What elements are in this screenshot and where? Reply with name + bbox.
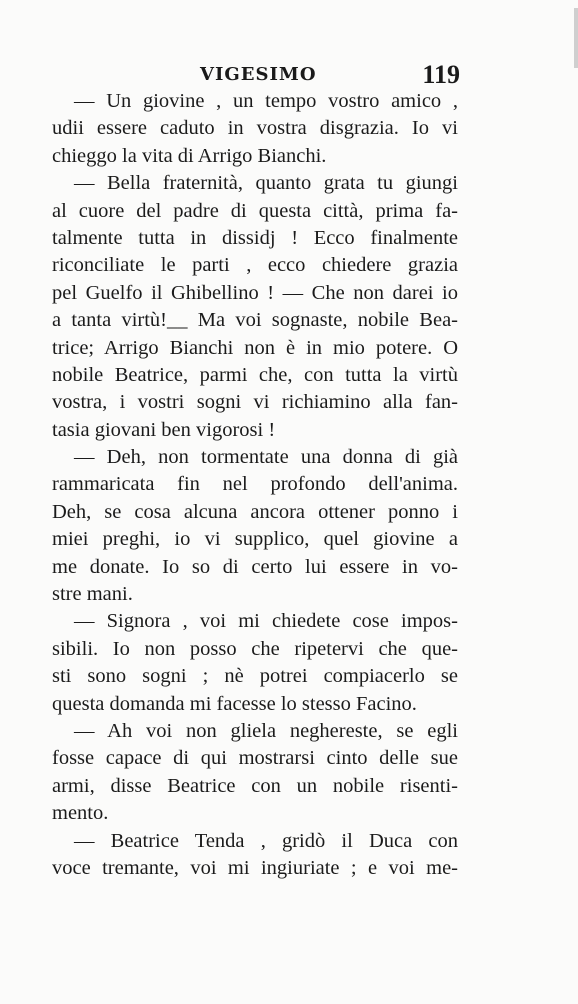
text-line: nobile Beatrice, parmi che, con tutta la virtù [52, 363, 458, 386]
text-line: al cuore del padre di questa città, prima fa- [52, 199, 458, 222]
page-edge-shadow [574, 8, 578, 68]
text-line: fosse capace di qui mostrarsi cinto delle sue [52, 747, 458, 770]
text-line: voce tremante, voi mi ingiuriate ; e voi me- [52, 856, 458, 879]
text-line: chieggo la vita di Arrigo Bianchi. [52, 144, 327, 167]
text-line: talmente tutta in dissidj ! Ecco finalmente [52, 226, 458, 249]
text-line: armi, disse Beatrice con un nobile risenti- [52, 774, 458, 797]
text-line: — Signora , voi mi chiedete cose impos- [74, 610, 458, 633]
text-line: vostra, i vostri sogni vi richiamino alla fan- [52, 391, 458, 414]
text-line: mento. [52, 802, 109, 825]
text-line: — Beatrice Tenda , gridò il Duca con [74, 829, 458, 852]
text-line: trice; Arrigo Bianchi non è in mio potere. O [52, 336, 458, 359]
text-line: — Un giovine , un tempo vostro amico , [74, 90, 458, 112]
text-line: sti sono sogni ; nè potrei compiacerlo se [52, 665, 458, 688]
text-line: a tanta virtù!__ Ma voi sognaste, nobile Bea- [52, 309, 458, 332]
text-line: me donate. Io so di certo lui essere in vo- [52, 555, 458, 578]
text-line: stre mani. [52, 583, 133, 606]
page-number: 119 [422, 60, 460, 89]
text-line: riconciliate le parti , ecco chiedere grazia [52, 254, 458, 277]
text-line: pel Guelfo il Ghibellino ! — Che non darei io [52, 281, 458, 304]
running-title: VIGESIMO [200, 64, 317, 85]
text-line: Deh, se cosa alcuna ancora ottener ponno i [52, 500, 458, 523]
text-line: udii essere caduto in vostra disgrazia. Io vi [52, 117, 458, 140]
text-line: questa domanda mi facesse lo stesso Facino. [52, 692, 417, 715]
text-line: miei preghi, io vi supplico, quel giovine a [52, 528, 458, 551]
text-line: — Deh, non tormentate una donna di già [74, 446, 458, 469]
text-line: — Bella fraternità, quanto grata tu giungi [74, 172, 458, 195]
body-text [52, 88, 458, 882]
text-line: rammaricata fin nel profondo dell'anima. [52, 473, 458, 496]
text-line: sibili. Io non posso che ripetervi che que- [52, 637, 458, 660]
text-line: tasia giovani ben vigorosi ! [52, 418, 276, 441]
text-line: — Ah voi non gliela neghereste, se egli [74, 719, 458, 742]
